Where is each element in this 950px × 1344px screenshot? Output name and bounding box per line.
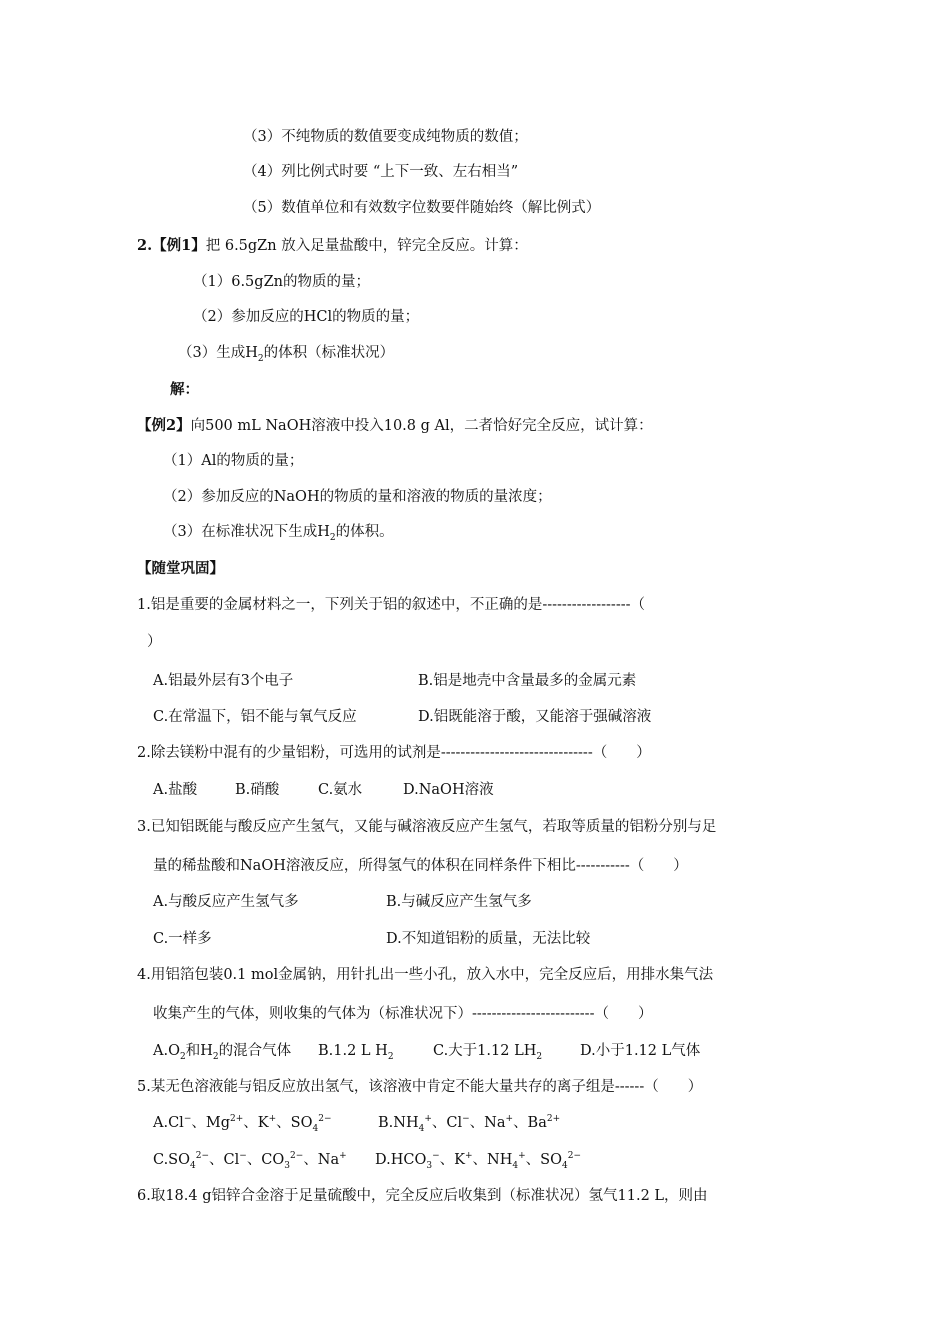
q4-option-a: $A.O_2$和$H_2$的混合气体: [153, 1043, 292, 1062]
q3-option-c: C.一样多: [153, 931, 212, 947]
q4-option-b: B.1.2 L $H_2$: [318, 1043, 394, 1062]
q2-option-a: A.盐酸: [153, 782, 198, 798]
q2-option-b: B.硝酸: [235, 782, 280, 798]
example-2-label: 【例2】: [137, 417, 191, 434]
q4-stem-cont: 收集产生的气体，则收集的气体为（标准状况下）-------------------------（ ）: [153, 1006, 653, 1022]
example-1-number: 2.: [137, 237, 153, 254]
q1-option-a: A.铝最外层有3个电子: [153, 673, 294, 689]
q4-stem: 4.用铝箔包装0.1 mol金属钠，用针扎出一些小孔，放入水中，完全反应后，用排水集气法: [137, 967, 714, 983]
q4-option-d: D.小于1.12 L气体: [580, 1043, 701, 1059]
example-1-q3: （3）生成$H_2$的体积（标准状况）: [178, 345, 395, 364]
rule-3: （3）不纯物质的数值要变成纯物质的数值；: [243, 129, 528, 145]
q5-option-d: $D.HCO_3^-$、K+、$NH_4^+$、$SO_4^{2-}$: [375, 1151, 581, 1171]
example-1-q2: （2）参加反应的HCl的物质的量；: [193, 309, 420, 325]
q4-option-c: C.大于1.12 $LH_2$: [433, 1043, 543, 1062]
example-2-q1: （1）Al的物质的量；: [163, 453, 304, 469]
example-2-q2: （2）参加反应的NaOH的物质的量和溶液的物质的量浓度；: [163, 489, 552, 505]
section-title: 【随堂巩固】: [137, 560, 224, 577]
q5-option-b: $B.NH_4^+$、Cl−、Na+、$Ba^{2+}$: [378, 1114, 561, 1134]
q2-option-c: C.氨水: [318, 782, 363, 798]
q3-option-a: A.与酸反应产生氢气多: [153, 894, 299, 910]
q5-stem: 5.某无色溶液能与铝反应放出氢气，该溶液中肯定不能大量共存的离子组是------（ ）: [137, 1079, 703, 1095]
q3-option-d: D.不知道铝粉的质量，无法比较: [386, 931, 591, 947]
q5-option-a: A.Cl−、$Mg^{2+}$、K+、$SO_4^{2-}$: [153, 1114, 332, 1134]
q1-stem: 1.铝是重要的金属材料之一，下列关于铝的叙述中，不正确的是------------------（: [137, 597, 646, 613]
rule-4: （4）列比例式时要 “上下一致、左右相当”: [243, 164, 519, 180]
example-2-heading: [137, 416, 653, 436]
q3-option-b: B.与碱反应产生氢气多: [386, 894, 532, 910]
q1-option-c: C.在常温下，铝不能与氧气反应: [153, 709, 357, 725]
q6-stem: 6.取18.4 g铝锌合金溶于足量硫酸中，完全反应后收集到（标准状况）氢气11.2 L，则由: [137, 1188, 708, 1204]
example-1-text: 把 6.5gZn 放入足量盐酸中，锌完全反应。计算：: [205, 238, 528, 254]
example-2-q3: （3）在标准状况下生成$H_2$的体积。: [163, 524, 394, 543]
example-2-text: 向500 mL NaOH溶液中投入10.8 g Al，二者恰好完全反应，试计算：: [190, 418, 653, 434]
q2-stem: 2.除去镁粉中混有的少量铝粉，可选用的试剂是-------------------------------（ ）: [137, 745, 651, 761]
example-1-q1: （1）6.5gZn的物质的量；: [193, 274, 370, 290]
q3-stem-cont: 量的稀盐酸和NaOH溶液反应，所得氢气的体积在同样条件下相比-----------（ ）: [153, 858, 688, 874]
rule-5: （5）数值单位和有效数字位数要伴随始终（解比例式）: [243, 200, 601, 216]
q5-option-c: $C.SO_4^{2-}$、Cl−、$CO_3^{2-}$、Na+: [153, 1151, 347, 1171]
example-1-heading: [137, 236, 528, 256]
q1-option-d: D.铝既能溶于酸，又能溶于强碱溶液: [418, 709, 652, 725]
example-1-solution-label: 解：: [170, 381, 199, 398]
example-1-label: 【例1】: [152, 237, 206, 254]
q3-stem: 3.已知铝既能与酸反应产生氢气，又能与碱溶液反应产生氢气，若取等质量的铝粉分别与足: [137, 819, 717, 835]
q1-option-b: B.铝是地壳中含量最多的金属元素: [418, 673, 637, 689]
q2-option-d: D.NaOH溶液: [403, 782, 494, 798]
q1-stem-cont: ）: [147, 634, 162, 650]
